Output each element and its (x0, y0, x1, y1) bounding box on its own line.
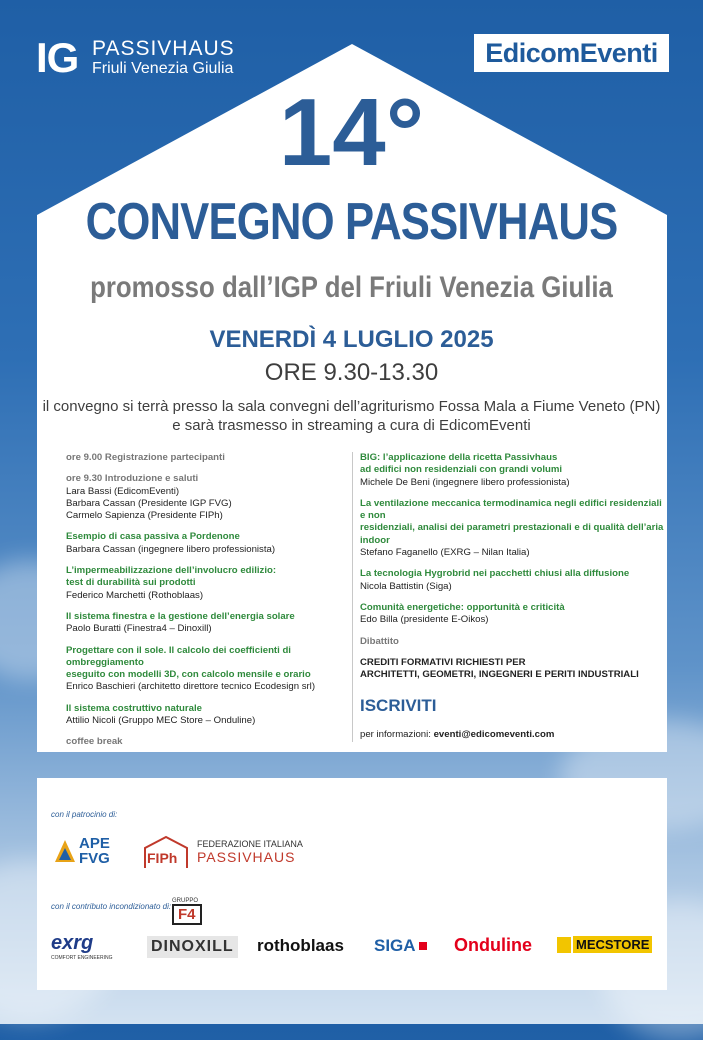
talk-title-line2: residenziali, analisi dei parametri prestazionali e di qualità dell’aria indoor (360, 522, 664, 546)
fiph-line2: PASSIVHAUS (197, 849, 296, 865)
f4-top: GRUPPO (172, 898, 199, 904)
siga-logo (374, 936, 427, 956)
onduline-logo (454, 935, 532, 956)
speaker: Stefano Faganello (EXRG – Nilan Italia) (360, 547, 530, 559)
onduline-text: Onduline (454, 935, 532, 955)
talk-title-line2: ad edifici non residenziali con grandi volumi (360, 464, 563, 476)
speaker: Barbara Cassan (ingegnere libero professionista) (66, 543, 276, 555)
igp-logo-line1: PASSIVHAUS (92, 37, 235, 60)
sponsors-box (37, 778, 667, 990)
credits-line1: CREDITI FORMATIVI RICHIESTI PER (360, 656, 526, 668)
program-left-column (66, 452, 351, 749)
exrg-text: exrg (51, 932, 94, 954)
f4-logo (172, 898, 202, 925)
igp-logo: IG (36, 34, 79, 81)
talk-title: La tecnologia Hygrobrid nei pacchetti chiusi alla diffusione (360, 568, 630, 580)
event-time: ORE 9.30-13.30 (264, 359, 439, 386)
speaker: Enrico Baschieri (architetto direttore tecnico Ecodesign srl) (66, 681, 316, 693)
siga-text: SIGA (374, 936, 416, 955)
intro-title: ore 9.30 Introduzione e saluti (66, 473, 199, 485)
venue-line1: il convegno si terrà presso la sala convegni dell’agriturismo Fossa Mala a Fiume Veneto (PN) (42, 398, 661, 415)
venue-line2: e sarà trasmesso in streaming a cura di EdicomEventi (172, 417, 531, 434)
siga-square-icon (419, 942, 427, 950)
talk-title: Progettare con il sole. Il calcolo dei coefficienti di ombreggiamento (66, 644, 291, 668)
rothoblaas-text: rothoblaas (257, 936, 344, 955)
exrg-logo (51, 932, 113, 961)
mec-store-logo (557, 936, 652, 953)
f4-text: F4 (172, 904, 202, 925)
ape-fvg-icon (51, 836, 79, 866)
speaker: Edo Billa (presidente E-Oikos) (360, 614, 489, 626)
speaker: Nicola Battistin (Siga) (360, 580, 452, 592)
fiph-logo (141, 834, 303, 870)
speaker: Paolo Buratti (Finestra4 – Dinoxill) (66, 623, 212, 635)
mec-store-text: MECSTORE (573, 936, 652, 953)
patronage-label: con il patrocinio di: (51, 810, 118, 819)
talk-title: L’impermeabilizzazione dell’involucro edilizio: (66, 565, 277, 577)
edition-number: 14° (278, 79, 425, 186)
ape-fvg-logo (51, 836, 123, 866)
talk-title: Il sistema costruttivo naturale (66, 702, 202, 714)
info-label: per informazioni: (360, 729, 431, 741)
exrg-sub: COMFORT ENGINEERING (51, 955, 113, 961)
info-email[interactable]: eventi@edicomeventi.com (433, 729, 555, 741)
event-subtitle: promosso dall’IGP del Friuli Venezia Giulia (90, 271, 613, 304)
credits-notice (360, 657, 665, 682)
ape-fvg-text: APE FVG (79, 835, 110, 867)
speaker: Federico Marchetti (Rothoblaas) (66, 589, 204, 601)
talk-title: BIG: l’applicazione della ricetta Passivhaus (360, 452, 558, 463)
talk-title: Esempio di casa passiva a Pordenone (66, 531, 240, 543)
mec-store-icon (557, 937, 571, 953)
column-divider (352, 452, 353, 742)
debate: Dibattito (360, 635, 399, 647)
dinoxill-text: DINOXILL (147, 936, 238, 958)
speaker: Carmelo Sapienza (Presidente FIPh) (66, 510, 223, 522)
credits-line2: ARCHITETTI, GEOMETRI, INGEGNERI E PERITI INDUSTRIALI (360, 669, 639, 681)
event-date: VENERDÌ 4 LUGLIO 2025 (209, 326, 494, 353)
program-right-column (360, 452, 665, 742)
edicomeventi-logo: EdicomEventi (474, 34, 669, 72)
coffee-break: coffee break (66, 736, 123, 748)
talk-title: Il sistema finestra e la gestione dell’energia solare (66, 610, 295, 622)
talk-title-line2: eseguito con modelli 3D, con calcolo mensile e orario (66, 669, 311, 681)
dinoxill-logo (147, 936, 238, 958)
speaker: Lara Bassi (EdicomEventi) (66, 485, 180, 497)
rothoblaas-logo (257, 936, 344, 956)
fiph-line1: FEDERAZIONE ITALIANA (197, 839, 303, 849)
talk-title: Comunità energetiche: opportunità e criticità (360, 601, 565, 613)
contribution-label: con il contributo incondizionato di: (51, 902, 172, 911)
fiph-abbr: FIPh (147, 850, 178, 866)
contact-info (360, 729, 665, 741)
event-title: CONVEGNO PASSIVHAUS (85, 193, 618, 251)
register-link[interactable]: ISCRIVITI (360, 696, 437, 716)
speaker: Michele De Beni (ingegnere libero professionista) (360, 476, 570, 488)
speaker: Attilio Nicoli (Gruppo MEC Store – Onduline) (66, 715, 256, 727)
talk-title: La ventilazione meccanica termodinamica negli edifici residenziali e non (360, 497, 662, 522)
registration-time: ore 9.00 Registrazione partecipanti (66, 452, 225, 463)
talk-title-line2: test di durabilità sui prodotti (66, 577, 196, 589)
speaker: Barbara Cassan (Presidente IGP FVG) (66, 497, 232, 509)
igp-logo-line2: Friuli Venezia Giulia (92, 60, 234, 77)
